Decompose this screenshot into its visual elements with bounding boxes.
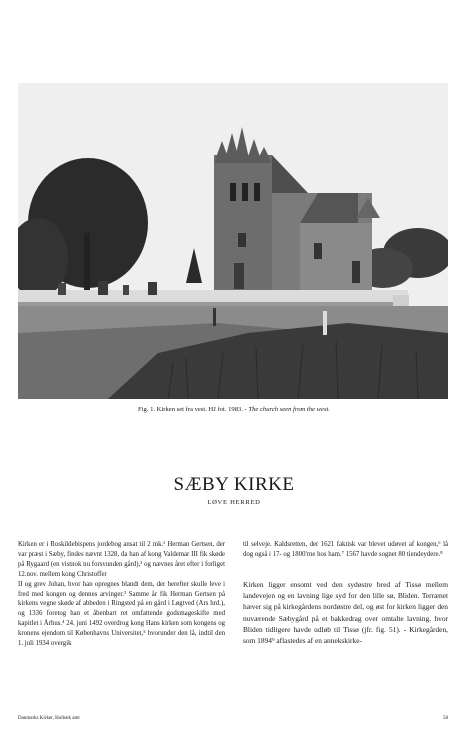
- church-illustration: [18, 83, 448, 399]
- page-title: SÆBY KIRKE: [173, 474, 295, 495]
- left-column: [18, 540, 225, 649]
- caption-english: The church seen from the west.: [248, 406, 330, 413]
- right-column: [243, 540, 448, 647]
- figure-caption: [0, 406, 468, 413]
- church-photograph: [18, 83, 448, 399]
- left-paragraph-1: Kirken er i Roskildebispens jordebog ansat til 2 mk.¹ Herman Gertsen, der var præst i Sæby, findes nævnt 1328, da han af kong Valdemar III fik skøde på Rygaard (en vistnok nu forsvunden gård),² og nævnes året efter i forliget 12.nov. mellem kong Christoffer: [18, 541, 225, 578]
- left-paragraph-2: II og grev Johan, hvor han opregnes blandt dem, der herefter skulle leve i fred med kongen og dennes arvinger.³ Samme år fik Herman Gertsen på kirkens vegne skøde af abbeden i Ringsted på en gård i Løgtved (Ars hrd.), og 1336 foretog han et åbenbart ret omfattende godsmageskifte med kapitlet i Århus.⁴ 24. juni 1492 overdrog kong Hans kirken som kongens og kronens ejendom til Københavns Universitet,⁵ hvorunder den lå, indtil den 1. juli 1934 overgik: [18, 580, 225, 648]
- right-paragraph-2: Kirken ligger ensomt ved den sydøstre bred af Tissø mellem landevejen og en lavning lige syd for den lille sø, Bliden. Terrænet hæver sig på kirkegårdens nordøstre del, og øst for kirken ligger den nuværende Sæbygård på et bakkedrag over omtalte lavning, hvor Bliden tidligere havde udløb til Tissø (jfr. fig. 51). - Kirkegården, som 1894⁹ aflastedes af en annekskirke-: [243, 579, 448, 646]
- page-number: 58: [443, 716, 448, 721]
- right-paragraph-1: til selveje. Kaldsretten, der 1621 faktisk var blevet udøvet af kongen,⁶ lå dog også i 17- og 1800'rne hos ham.⁷ 1567 havde sognet 80 tiendeydere.⁸: [243, 541, 448, 558]
- page-subtitle: LØVE HERRED: [207, 499, 261, 506]
- caption-main: Fig. 1. Kirken set fra vest. HJ fot. 1983. -: [138, 406, 249, 413]
- footer-source: Danmarks Kirker, Holbæk amt: [18, 716, 80, 721]
